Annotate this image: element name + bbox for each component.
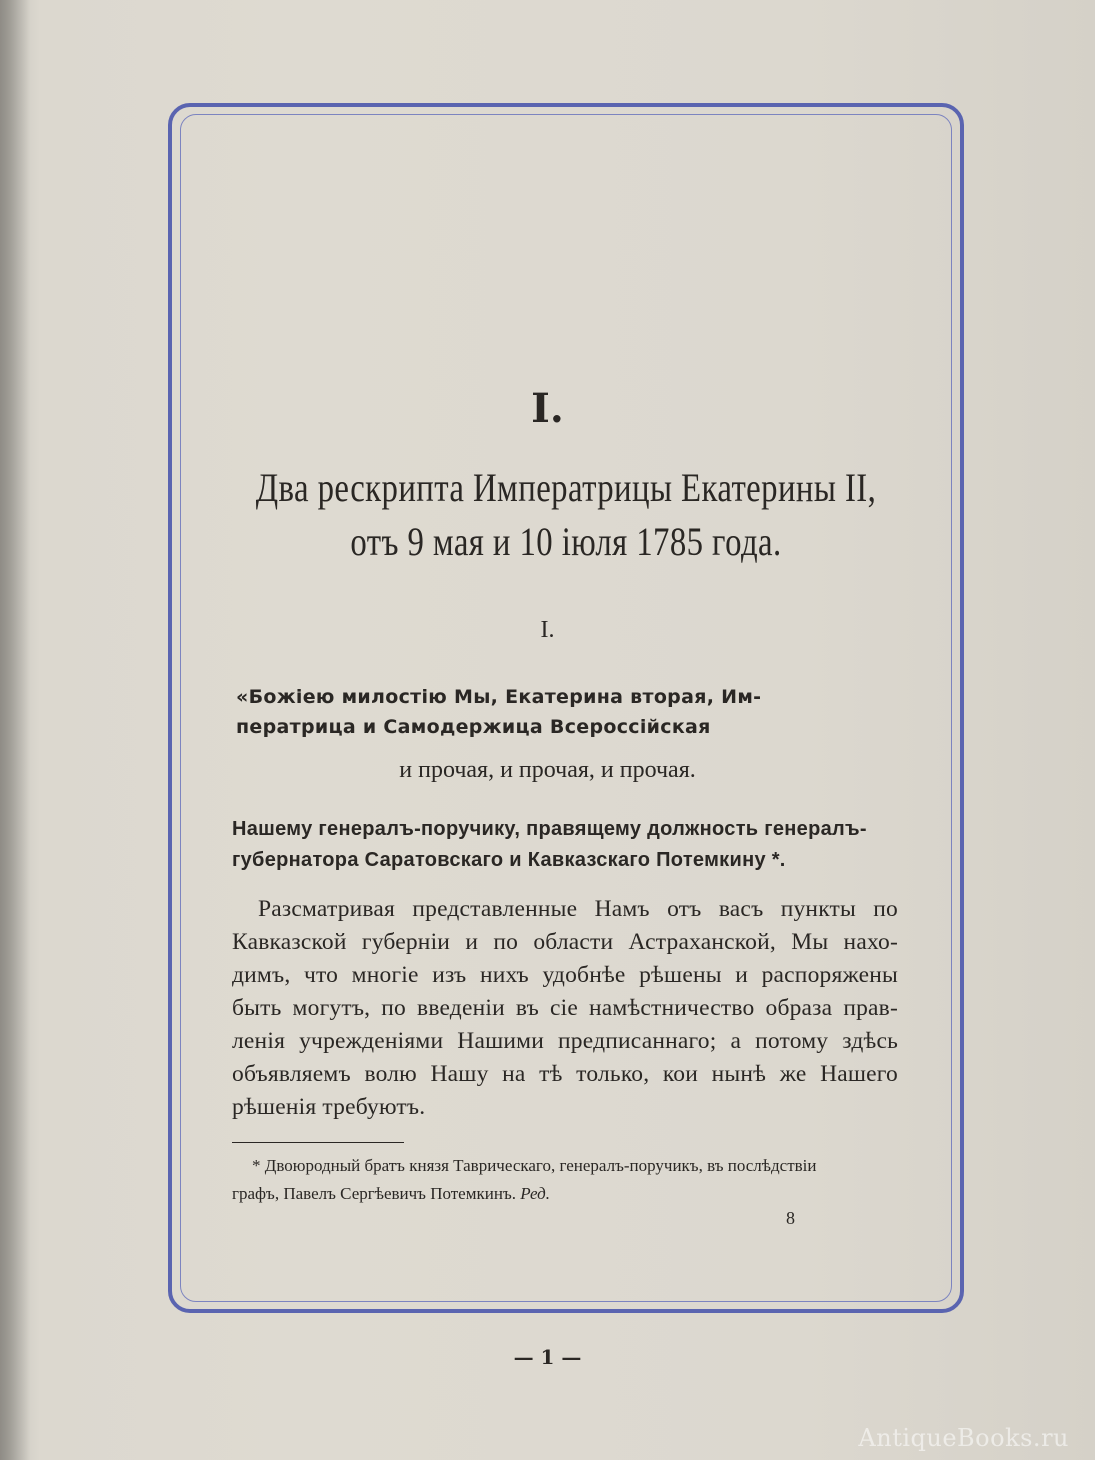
body-line-5: ленiя учрежденiями Нашими предписаннаго; а потому здѣсь	[232, 1028, 898, 1054]
signature-mark: 8	[786, 1208, 795, 1228]
decorative-frame-inner	[180, 114, 952, 1302]
footnote-line-2	[232, 1184, 550, 1204]
address-line-2: губернатора Саратовскаго и Кавказскаго Потемкину *.	[232, 849, 786, 871]
footnote-line-1: * Двоюродный братъ князя Таврическаго, генералъ-поручикъ, въ послѣдствiи	[252, 1156, 817, 1175]
section-numeral: I.	[540, 617, 555, 643]
salutation-line-3: и прочая, и прочая, и прочая.	[399, 757, 696, 783]
salutation-line-1: «Божiею милостiю Мы, Екатерина вторая, Им-	[236, 686, 762, 708]
body-line-3: димъ, что многiе изъ нихъ удобнѣе рѣшены и распоряжены	[232, 962, 898, 988]
chapter-title-line-1: Два рескрипта Императрицы Екатерины II,	[255, 465, 877, 510]
address-line-1: Нашему генералъ-поручику, правящему должность генералъ-	[232, 818, 867, 840]
watermark: AntiqueBooks.ru	[858, 1424, 1069, 1452]
chapter-title-line-2: отъ 9 мая и 10 iюля 1785 года.	[350, 519, 782, 564]
body-line-7: рѣшенiя требуютъ.	[232, 1094, 426, 1120]
body-line-6: объявляемъ волю Нашу на тѣ только, кои нынѣ же Нашего	[232, 1061, 898, 1087]
body-line-1: Разсматривая представленные Намъ отъ васъ пункты по	[258, 896, 898, 922]
body-line-4: быть могутъ, по введенiи въ сiе намѣстничество образа прав-	[232, 995, 898, 1021]
footnote-rule	[232, 1142, 404, 1143]
footnote-line-2-text: графъ, Павелъ Сергѣевичъ Потемкинъ.	[232, 1184, 516, 1203]
footnote-editor-mark: Ред.	[520, 1184, 550, 1203]
page-number: — 1 —	[513, 1345, 582, 1369]
chapter-numeral: I.	[531, 385, 564, 432]
body-line-2: Кавказской губернiи и по области Астраханской, Мы нахо-	[232, 929, 898, 955]
salutation-line-2: ператрица и Самодержица Всероссiйская	[236, 716, 711, 738]
page-gutter-shadow	[0, 0, 30, 1460]
